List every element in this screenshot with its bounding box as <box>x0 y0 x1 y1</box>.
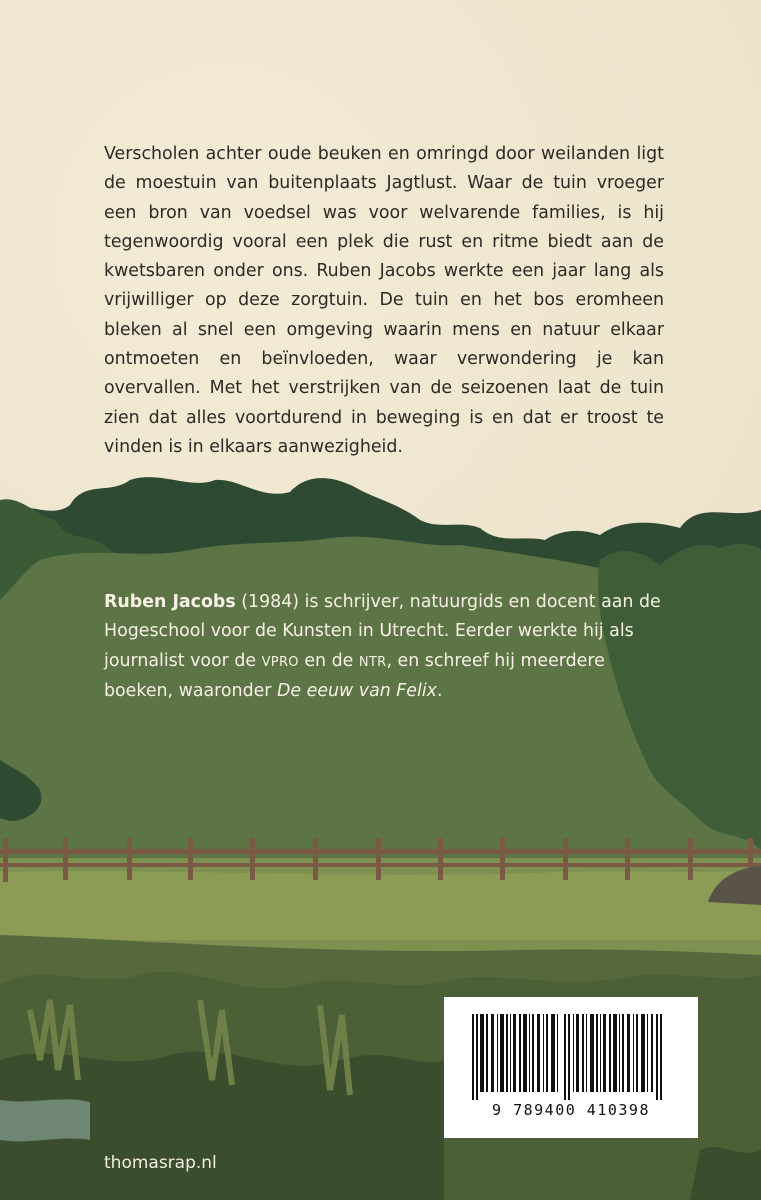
bio-org-vpro: VPRO <box>261 654 299 670</box>
blurb-text: Verscholen achter oude beuken en omringd door weilanden ligt de moestuin van buitenplaats Jagtlust. Waar de tuin vroeger een bron van voedsel was voor welvarende families, is hij tegenwoordig vooral een plek die rust en ritme biedt aan de kwetsbaren onder ons. Ruben Jacobs werkte een jaar lang als vrijwilliger op deze zorgtuin. De tuin en het bos eromheen bleken al snel een omgeving waarin mens en natuur elkaar ontmoeten en beïnvloeden, waar verwondering je kan overvallen. Met het verstrijken van de seizoenen laat de tuin zien dat alles voortdurend in beweging is en dat er troost te vinden is in elkaars aanwezigheid. <box>104 144 664 457</box>
grass-bottom-right <box>690 1147 761 1200</box>
author-name: Ruben Jacobs <box>104 592 236 612</box>
publisher-url: thomasrap.nl <box>104 1153 217 1173</box>
water-reflection <box>0 1099 90 1141</box>
barcode-icon <box>466 1014 676 1100</box>
bio-text-1: (1984) is schrijver, natuurgids en docent aan de Hogeschool voor de Kunsten in Utrecht. Eerder werkte hij als journalist voor de <box>104 592 661 671</box>
bio-org-ntr: NTR <box>358 654 387 670</box>
meadow-light <box>0 870 761 940</box>
bio-book-title: De eeuw van Felix <box>277 680 437 701</box>
isbn-number: 9 789400 410398 <box>492 1101 650 1119</box>
bio-text-4: . <box>436 680 443 701</box>
author-bio <box>104 588 664 706</box>
bio-text-3: , en schreef hij meerdere boeken, waaronder <box>104 650 605 701</box>
barcode-label <box>444 997 698 1138</box>
bio-text-2: en de <box>298 650 359 671</box>
